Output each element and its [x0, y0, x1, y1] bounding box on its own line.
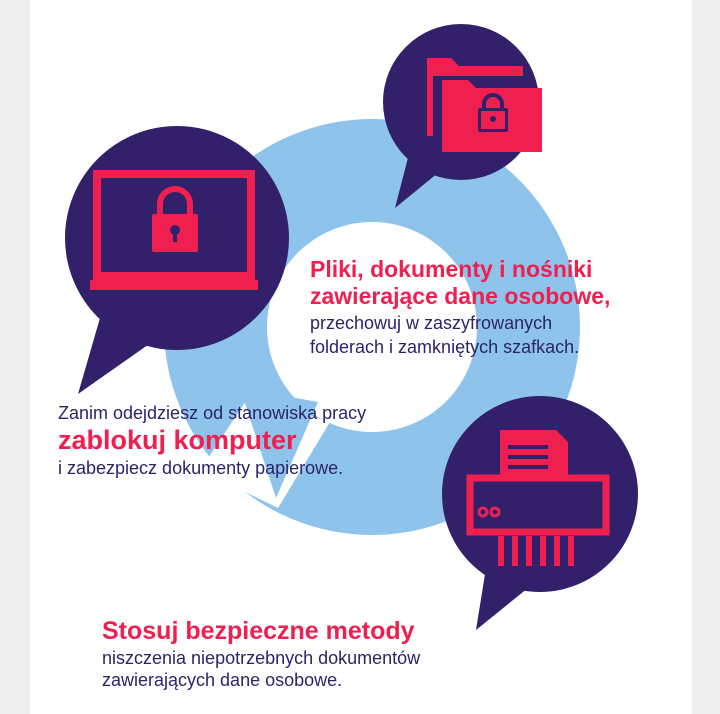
tip-computer-text — [58, 402, 478, 479]
tip-shred-body-2: zawierających dane osobowe. — [102, 670, 343, 690]
tip-computer-headline: zablokuj komputer — [58, 425, 297, 455]
tip-shred-body-1: niszczenia niepotrzebnych dokumentów — [102, 648, 421, 668]
tip-computer-body: i zabezpiecz dokumenty papierowe. — [58, 458, 344, 478]
tip-files-body-2: folderach i zamkniętych szafkach. — [310, 337, 580, 357]
tip-files-headline-1: Pliki, dokumenty i nośniki — [310, 256, 593, 282]
tip-shred-text — [102, 616, 542, 691]
tip-files-headline-2: zawierające dane osobowe, — [310, 283, 611, 309]
tip-computer-intro: Zanim odejdziesz od stanowiska pracy — [58, 403, 367, 423]
tip-files-text — [310, 256, 700, 358]
tip-files-body-1: przechowuj w zaszyfrowanych — [310, 313, 553, 333]
tip-shred-headline: Stosuj bezpieczne metody — [102, 617, 415, 645]
